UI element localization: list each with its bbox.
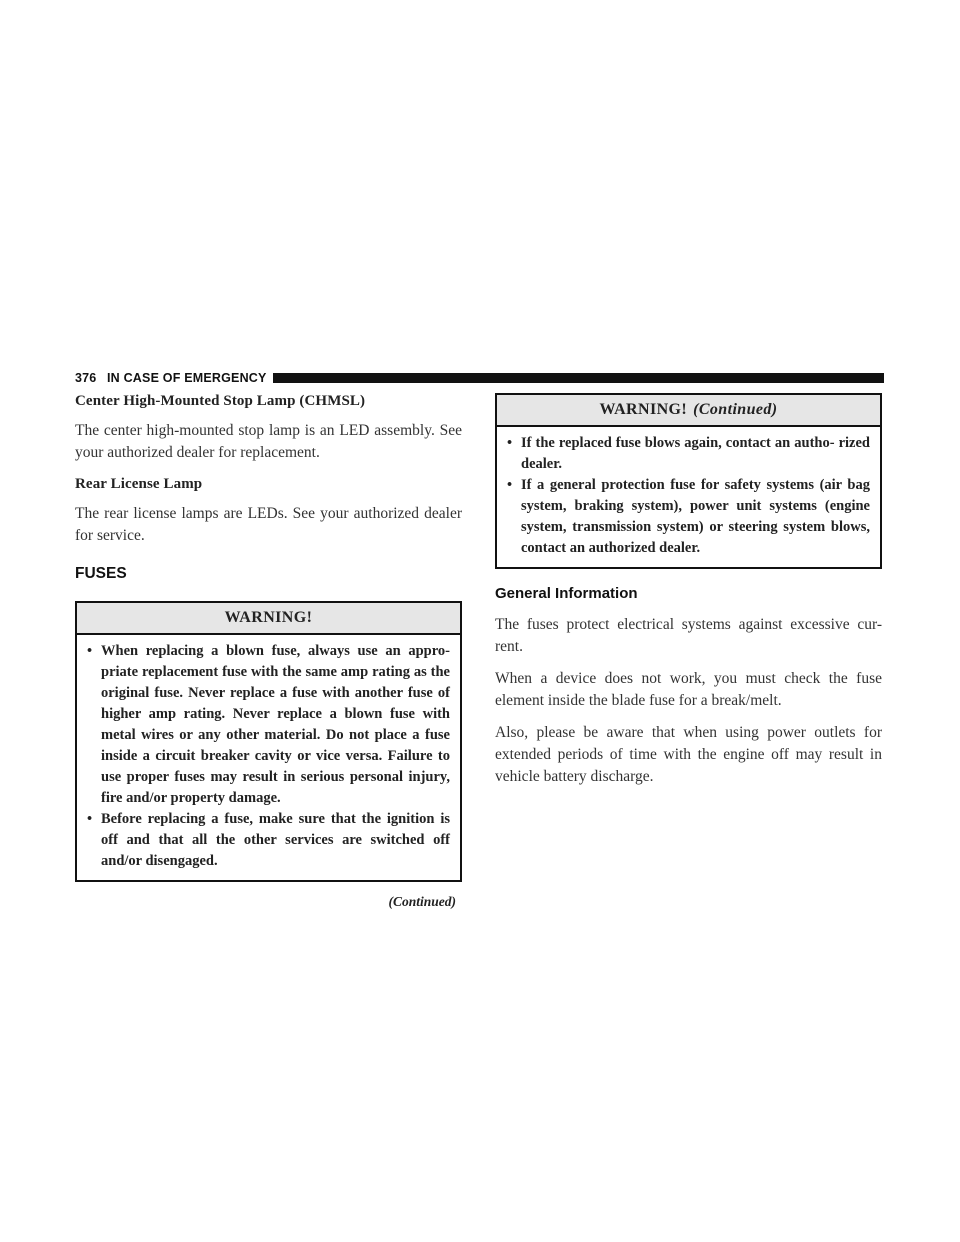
bullet-icon: • [507, 435, 513, 451]
page-number: 376 [75, 371, 97, 385]
warning-item-text: Before replacing a fuse, make sure that the ignition is off and that all the other services are switched off and/or disengaged. [101, 811, 450, 869]
header-rule [273, 373, 884, 383]
warning-item [507, 475, 870, 559]
license-lamp-heading: Rear License Lamp [75, 476, 203, 492]
general-information-heading: General Information [495, 585, 638, 602]
warning-item-text: If a general protection fuse for safety systems (air bag system, braking system), power unit systems (engine system, transmission system) or steering system blows, contact an authorized dealer. [521, 477, 870, 556]
bullet-icon: • [87, 643, 93, 659]
chmsl-heading: Center High-Mounted Stop Lamp (CHMSL) [75, 393, 366, 409]
warning-continued-body [497, 427, 880, 567]
section-title: IN CASE OF EMERGENCY [107, 371, 267, 385]
warning-title-suffix: (Continued) [693, 401, 778, 418]
license-lamp-text: The rear license lamps are LEDs. See your authorized dealer for service. [75, 505, 462, 544]
general-paragraph-1: The fuses protect electrical systems against excessive cur- rent. [495, 616, 882, 655]
general-paragraph-2: When a device does not work, you must check the fuse element inside the blade fuse for a break/melt. [495, 670, 882, 709]
bullet-icon: • [507, 477, 513, 493]
warning-continued-box [495, 393, 882, 569]
page-header [75, 369, 884, 387]
fuses-heading: FUSES [75, 565, 127, 582]
warning-item [87, 809, 450, 872]
chmsl-text: The center high-mounted stop lamp is an LED assembly. See your authorized dealer for replacement. [75, 422, 462, 461]
general-paragraph-3: Also, please be aware that when using power outlets for extended periods of time with the engine off may result in vehicle battery discharge. [495, 724, 882, 785]
warning-title: WARNING! [77, 603, 460, 635]
warning-item [507, 433, 870, 475]
continued-note: (Continued) [388, 894, 456, 909]
warning-continued-title [497, 395, 880, 427]
warning-item-text: When replacing a blown fuse, always use an appro- priate replacement fuse with the same amp rating as the original fuse. Never replace a fuse with another fuse of higher amp rating. Never replace a blown fuse with metal wires or any other material. Do not place a fuse inside a circuit breaker cavity or vice versa. Failure to use proper fuses may result in serious personal injury, fire and/or property damage. [101, 643, 450, 806]
left-column [75, 393, 462, 910]
right-column [495, 393, 882, 798]
bullet-icon: • [87, 811, 93, 827]
warning-item-text: If the replaced fuse blows again, contact an autho- rized dealer. [521, 435, 870, 472]
warning-box [75, 601, 462, 882]
warning-body [77, 635, 460, 880]
warning-title-text: WARNING! [599, 401, 688, 418]
warning-item [87, 641, 450, 809]
